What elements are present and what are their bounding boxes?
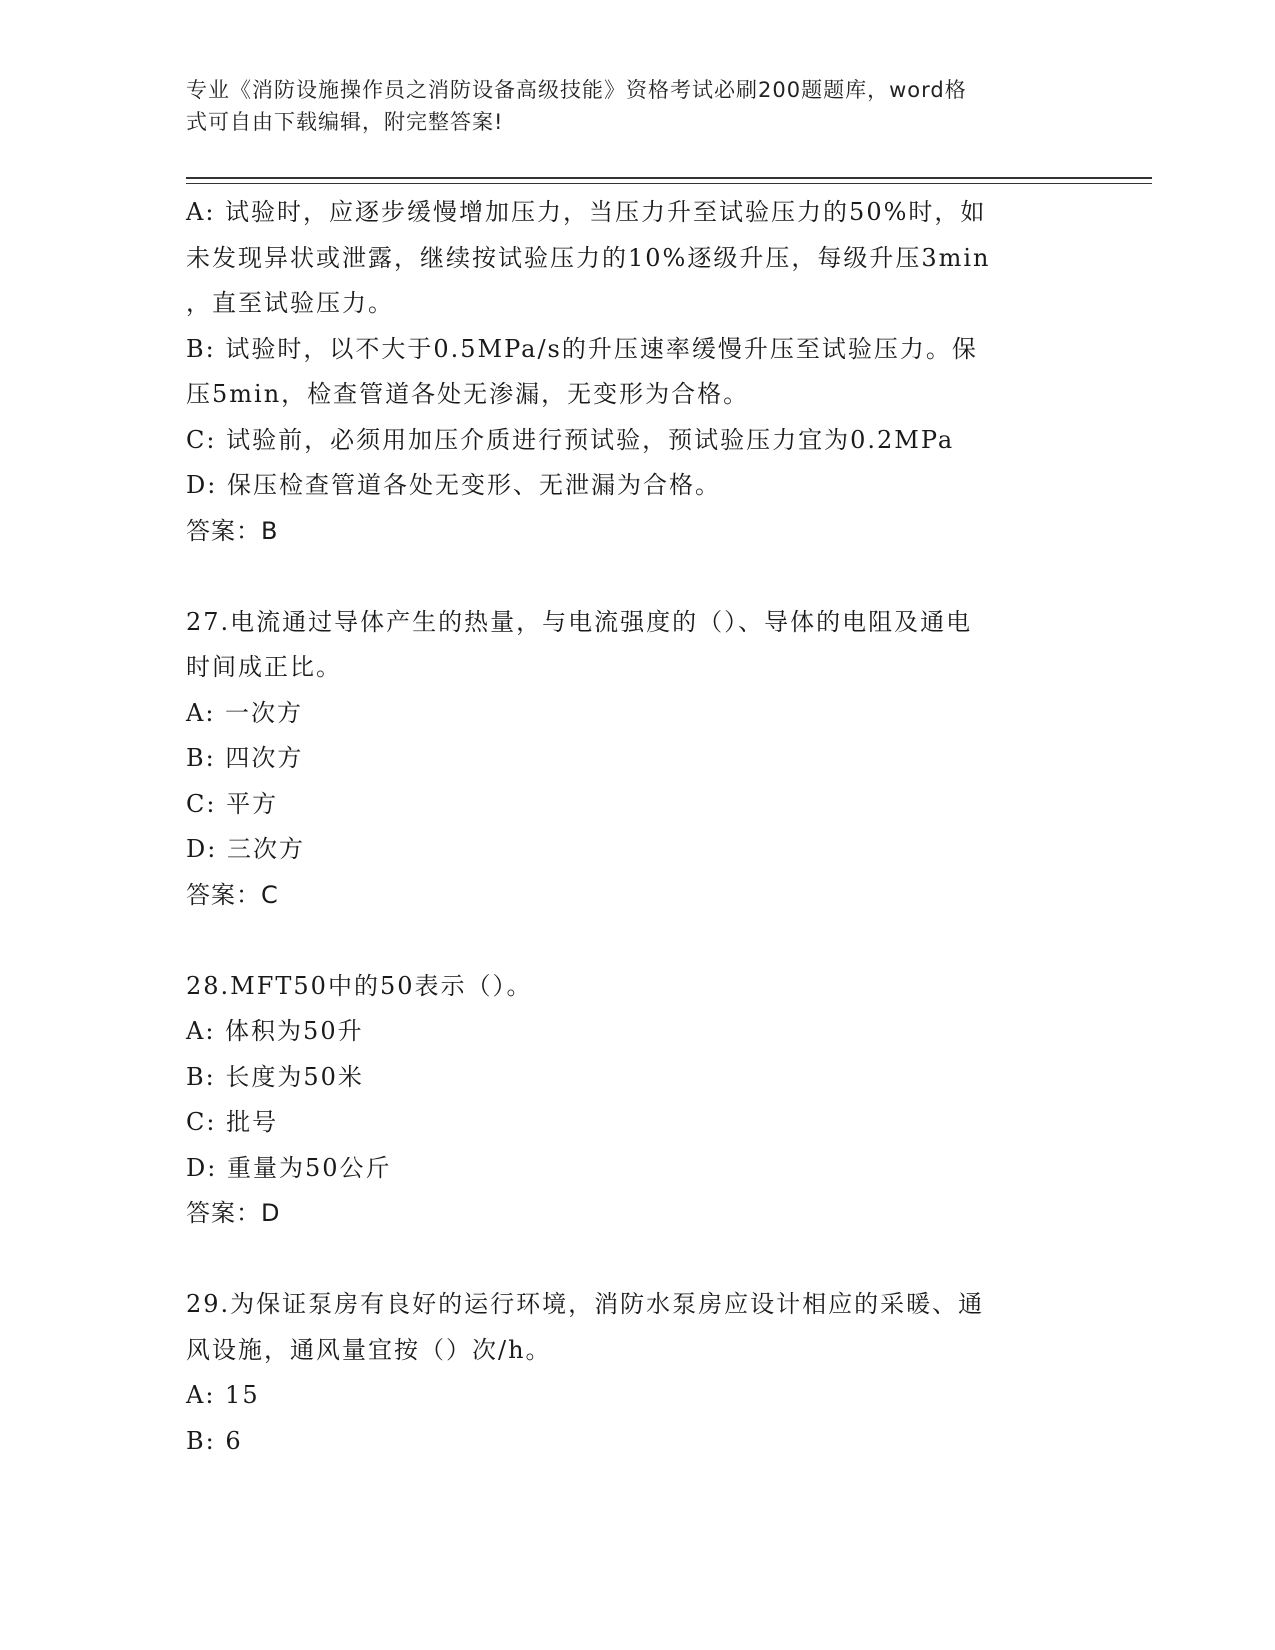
option-b: B: 四次方	[186, 744, 304, 772]
header-rule-thick	[186, 177, 1152, 179]
answer-label: 答案：D	[186, 1199, 281, 1227]
question-stem-line-2: 风设施，通风量宜按（）次/h。	[186, 1335, 552, 1364]
question-stem-line-1: 27.电流通过导体产生的热量，与电流强度的（）、导体的电阻及通电	[186, 607, 973, 636]
option-b-line-2: 压5min，检查管道各处无渗漏，无变形为合格。	[186, 380, 750, 408]
option-c: C: 批号	[186, 1108, 279, 1136]
spacer	[186, 1237, 1086, 1283]
question-stem: 28.MFT50中的50表示（）。	[186, 971, 533, 1000]
option-a: A: 15	[186, 1381, 260, 1409]
spacer	[186, 918, 1086, 964]
option-d: D: 三次方	[186, 835, 305, 863]
header-rule-thin	[186, 183, 1152, 184]
answer-label: 答案：C	[186, 880, 279, 909]
option-d: D: 保压检查管道各处无变形、无泄漏为合格。	[186, 471, 721, 499]
option-c: C: 平方	[186, 789, 279, 818]
header-line-1: 专业《消防设施操作员之消防设备高级技能》资格考试必刷200题题库，word格	[186, 78, 967, 102]
question-stem-line-1: 29.为保证泵房有良好的运行环境，消防水泵房应设计相应的采暖、通	[186, 1290, 985, 1318]
option-a-line-2: 未发现异状或泄露，继续按试验压力的10%逐级升压，每级升压3min	[186, 243, 991, 272]
question-26-options	[186, 190, 1086, 554]
question-29	[186, 1282, 1086, 1464]
question-27	[186, 600, 1086, 919]
option-a-line-3: ，直至试验压力。	[186, 289, 394, 317]
option-d: D: 重量为50公斤	[186, 1153, 392, 1182]
question-stem-line-2: 时间成正比。	[186, 653, 342, 681]
document-header	[186, 74, 1066, 138]
option-c: C: 试验前，必须用加压介质进行预试验，预试验压力宜为0.2MPa	[186, 425, 955, 454]
option-b: B: 长度为50米	[186, 1062, 364, 1091]
option-b-line-1: B: 试验时，以不大于0.5MPa/s的升压速率缓慢升压至试验压力。保	[186, 334, 978, 363]
question-28	[186, 964, 1086, 1237]
answer-label: 答案：B	[186, 516, 279, 545]
option-a: A: 体积为50升	[186, 1017, 364, 1045]
question-list	[186, 190, 1086, 1464]
header-line-2: 式可自由下载编辑，附完整答案!	[186, 110, 504, 134]
option-a: A: 一次方	[186, 698, 304, 727]
option-a-line-1: A: 试验时，应逐步缓慢增加压力，当压力升至试验压力的50%时，如	[186, 198, 987, 226]
option-b: B: 6	[186, 1426, 243, 1455]
spacer	[186, 554, 1086, 600]
